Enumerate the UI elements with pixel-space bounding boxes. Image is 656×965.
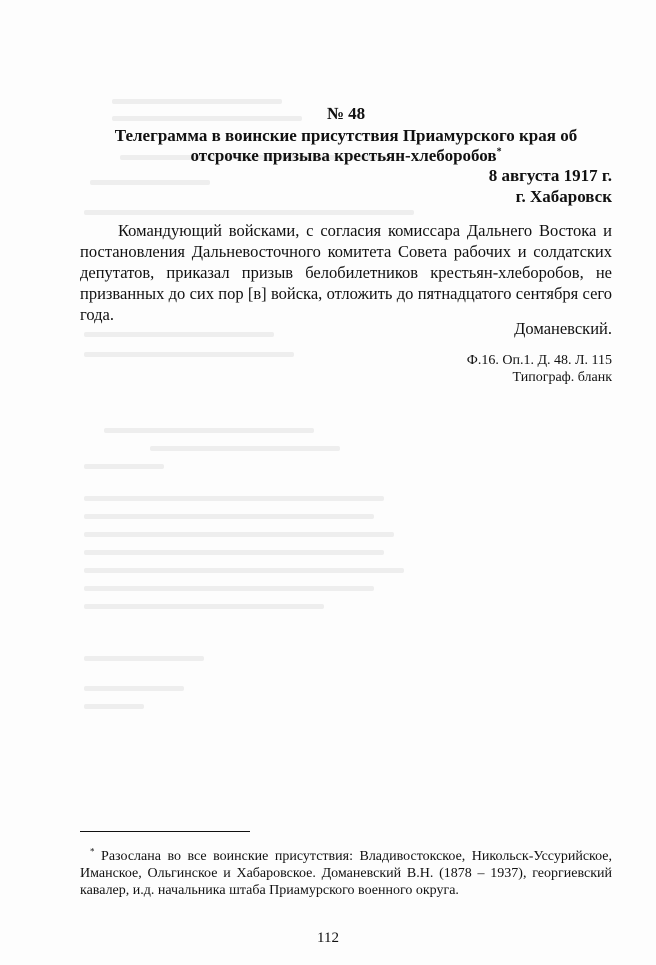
- show-through: [84, 464, 164, 469]
- show-through: [150, 446, 340, 451]
- archive-reference-block: [467, 352, 612, 386]
- page-number: 112: [317, 930, 339, 946]
- show-through: [84, 586, 374, 591]
- document-date: 8 августа 1917 г.: [488, 166, 612, 185]
- document-place: г. Хабаровск: [515, 187, 612, 206]
- show-through: [84, 686, 184, 691]
- footnote-reference-mark: *: [496, 146, 502, 158]
- archive-note: Типограф. бланк: [512, 370, 612, 385]
- document-body: Командующий войсками, с согласия комиссара Дальнего Востока и постановления Дальневосточного комитета Совета рабочих и солдатских депутатов, приказал призыв белобилетников крестьян-хлеборобов, не призванных до сих пор [в] войска, отложить до пятнадцатого сентября сего года.: [80, 221, 612, 324]
- archive-reference: Ф.16. Оп.1. Д. 48. Л. 115: [466, 353, 612, 368]
- footnote-mark: *: [90, 846, 95, 857]
- show-through: [84, 568, 404, 573]
- document-number: № 48: [326, 104, 366, 123]
- document-title-text: Телеграмма в воинские присутствия Приамурского края об отсрочке призыва крестьян-хлеборобов: [114, 126, 578, 165]
- show-through: [84, 352, 294, 357]
- show-through: [84, 332, 274, 337]
- footnote: [80, 848, 612, 899]
- document-title: [80, 126, 612, 166]
- footnote-separator: [80, 831, 250, 832]
- show-through: [84, 514, 374, 519]
- show-through: [84, 210, 414, 215]
- show-through: [84, 532, 394, 537]
- show-through: [104, 428, 314, 433]
- show-through: [84, 704, 144, 709]
- show-through: [90, 180, 210, 185]
- show-through: [84, 656, 204, 661]
- signature: Доманевский.: [514, 319, 612, 338]
- show-through: [84, 496, 384, 501]
- show-through: [84, 550, 384, 555]
- footnote-text: Разослана во все воинские присутствия: Владивостокское, Никольск-Уссурийское, Иманское, Ольгинское и Хабаровское. Доманевский В.Н. (1878 – 1937), георгиевский кавалер, и.д. начальника штаба Приамурского военного округа.: [80, 849, 613, 898]
- show-through: [84, 604, 324, 609]
